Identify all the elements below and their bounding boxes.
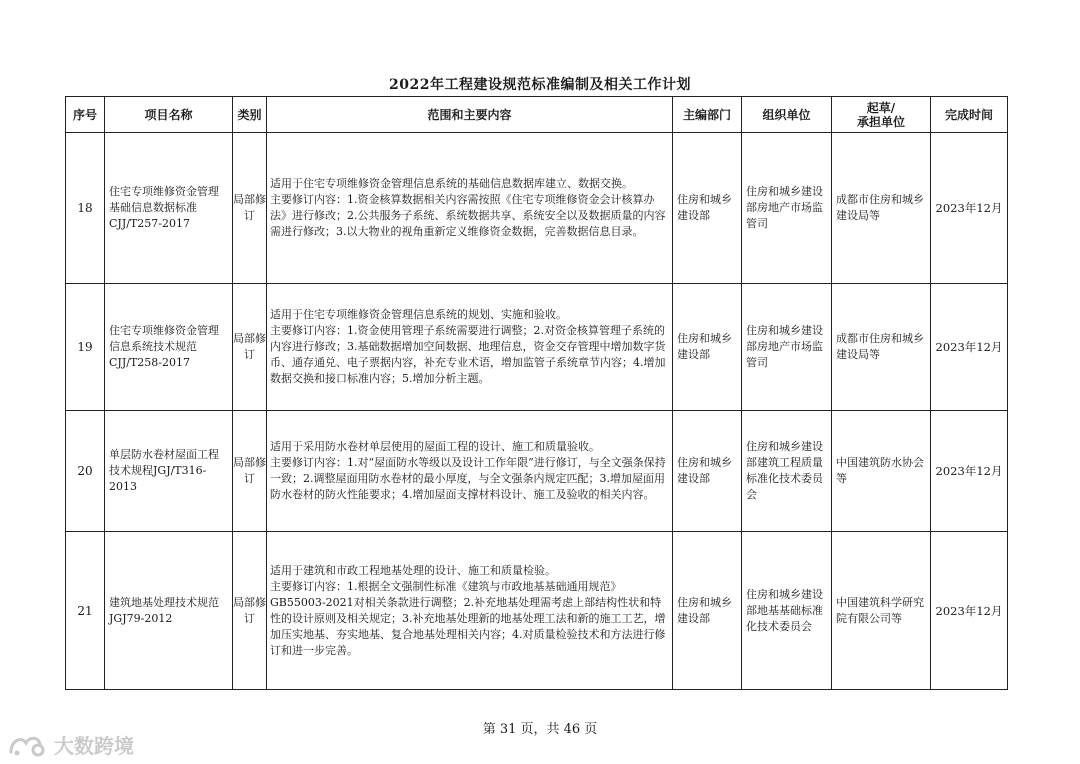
cell-name: 住宅专项维修资金管理信息系统技术规范CJJ/T258-2017 [105,284,233,411]
scope-applicability: 适用于建筑和市政工程地基处理的设计、施工和质量检验。 [270,563,556,577]
scope-applicability: 适用于采用防水卷材单层使用的屋面工程的设计、施工和质量验收。 [270,440,600,453]
table-header-row [66,97,1008,133]
cell-scope [267,133,673,284]
cell-unit: 中国建筑科学研究院有限公司等 [832,532,931,690]
cell-no: 18 [66,133,105,284]
col-header-dept: 主编部门 [673,97,742,133]
cell-time: 2023年12月 [931,532,1008,690]
col-header-time: 完成时间 [931,97,1008,133]
col-header-unit [832,97,931,133]
cell-time: 2023年12月 [931,284,1008,411]
cell-name: 建筑地基处理技术规范JGJ79-2012 [105,532,233,690]
cell-no: 19 [66,284,105,411]
cell-type: 局部修订 [233,532,267,690]
cell-unit: 中国建筑防水协会等 [832,411,931,532]
cell-type: 局部修订 [233,133,267,284]
cell-name: 单层防水卷材屋面工程技术规程JGJ/T316-2013 [105,411,233,532]
table-row [66,532,1008,690]
cell-org: 住房和城乡建设部建筑工程质量标准化技术委员会 [742,411,832,532]
cell-org: 住房和城乡建设部房地产市场监管司 [742,133,832,284]
cell-no: 21 [66,532,105,690]
table-row [66,133,1008,284]
cell-no: 20 [66,411,105,532]
col-header-scope: 范围和主要内容 [267,97,673,133]
table-row [66,411,1008,532]
cell-org: 住房和城乡建设部房地产市场监管司 [742,284,832,411]
col-header-no: 序号 [66,97,105,133]
cell-time: 2023年12月 [931,133,1008,284]
col-header-unit-line2: 承担单位 [856,114,905,129]
col-header-name: 项目名称 [105,97,233,133]
scope-revision: 主要修订内容：1.对“屋面防水等级以及设计工作年限”进行修订，与全文强条保持一致；2.调整屋面用防水卷材的最小厚度，与全文强条内规定匹配；3.增加屋面用防水卷材的防火性能要求；4.增加屋面支撑材料设计、施工及验收的相关内容。 [270,456,666,501]
brand-logo-icon [8,732,48,758]
cell-name: 住宅专项维修资金管理基础信息数据标准CJJ/T257-2017 [105,133,233,284]
cell-type: 局部修订 [233,411,267,532]
cell-dept: 住房和城乡建设部 [673,532,742,690]
cell-dept: 住房和城乡建设部 [673,284,742,411]
work-plan-table [65,96,1008,690]
cell-dept: 住房和城乡建设部 [673,133,742,284]
cell-dept: 住房和城乡建设部 [673,411,742,532]
cell-org: 住房和城乡建设部地基基础标准化技术委员会 [742,532,832,690]
page-number: 第 31 页，共 46 页 [482,722,598,737]
cell-unit: 成都市住房和城乡建设局等 [832,133,931,284]
col-header-type: 类别 [233,97,267,133]
col-header-org: 组织单位 [742,97,832,133]
cell-scope [267,411,673,532]
watermark-text: 大数跨境 [54,734,134,758]
cell-scope [267,532,673,690]
cell-unit: 成都市住房和城乡建设局等 [832,284,931,411]
col-header-unit-line1: 起草/ [866,100,896,115]
cell-time: 2023年12月 [931,411,1008,532]
scope-revision: 主要修订内容：1.根据全文强制性标准《建筑与市政地基基础通用规范》GB55003-2021对相关条款进行调整；2.补充地基处理需考虑上部结构性状和特性的设计原则及相关规定；3.补充地基处理新的地基处理工法和新的施工工艺，增加压实地基、夯实地基、复合地基处理相关内容；4.对质量检验技术和方法进行修订和进一步完善。 [270,579,666,657]
cell-type: 局部修订 [233,284,267,411]
cell-scope [267,284,673,411]
scope-revision: 主要修订内容：1.资金核算数据相关内容需按照《住宅专项维修资金会计核算办法》进行修改；2.公共服务子系统、系统数据共享、系统安全以及数据质量的内容需进行修改；3.以大物业的视角重新定义维修资金数据，完善数据信息目录。 [270,193,666,238]
table-row [66,284,1008,411]
page-title: 2022年工程建设规范标准编制及相关工作计划 [389,77,691,93]
scope-applicability: 适用于住宅专项维修资金管理信息系统的规划、实施和验收。 [270,308,567,321]
scope-applicability: 适用于住宅专项维修资金管理信息系统的基础信息数据库建立、数据交换。 [270,177,633,190]
watermark [8,730,134,759]
scope-revision: 主要修订内容：1.资金使用管理子系统需要进行调整；2.对资金核算管理子系统的内容进行修改；3.基础数据增加空间数据、地理信息，资金交存管理中增加数字货币、通存通兑、电子票据内容，补充专业术语，增加监管子系统章节内容；4.增加数据交换和接口标准内容；5.增加分析主题。 [270,324,666,385]
